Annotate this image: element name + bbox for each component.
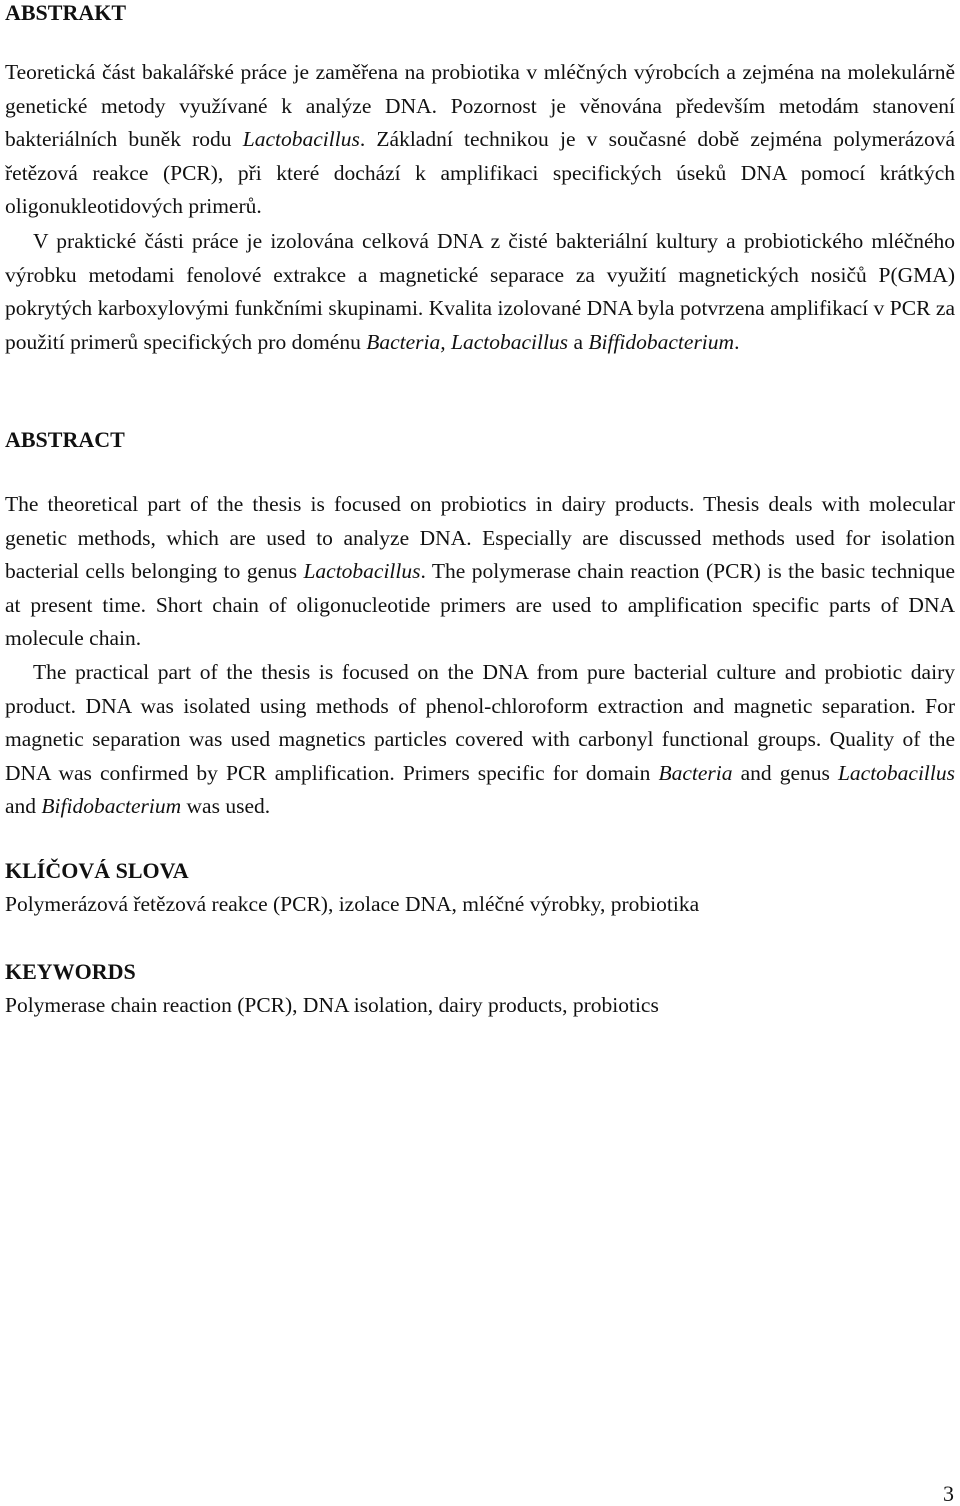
abstrakt-paragraph-2 <box>5 225 955 359</box>
abstrakt-p2-text-a: V praktické části práce je izolována celková DNA z čisté bakteriální kultury a probiotického mléčného výrobku metodami fenolové extrakce a magnetické separace za využití magnetických nosičů P(GMA) pokrytých karboxylovými funkčními skupinami. Kvalita izolované DNA byla potvrzena amplifikací v PCR za použití primerů specifických pro doménu <box>5 229 955 354</box>
abstrakt-paragraph-1 <box>5 56 955 224</box>
abstrakt-p2-text-c: . <box>734 329 740 354</box>
abstract-p2-text-a: The practical part of the thesis is focused on the DNA from pure bacterial culture and probiotic dairy product. DNA was isolated using methods of phenol-chloroform extraction and magnetic separation. For magnetic separation was used magnetics particles covered with carbonyl functional groups. Quality of the DNA was confirmed by PCR amplification. Primers specific for domain <box>5 660 955 785</box>
abstract-p2-domain: Bacteria <box>658 760 733 785</box>
abstract-p2-text-b: and genus <box>732 760 838 785</box>
abstract-p1-text-a: The theoretical part of the thesis is focused on probiotics in dairy products. Thesis deals with molecular genetic methods, which are used to analyze DNA. Especially are discussed methods used for isolation bacterial cells belonging to genus <box>5 492 955 583</box>
abstract-heading: ABSTRACT <box>5 427 125 452</box>
page-number: 3 <box>943 1481 954 1506</box>
abstrakt-p2-taxa: Bacteria, Lactobacillus <box>366 329 569 354</box>
abstrakt-p2-taxon: Biffidobacterium <box>588 329 735 354</box>
abstract-p2-text-c: and <box>5 794 42 818</box>
abstrakt-p2-text-b: a <box>568 329 589 354</box>
abstract-paragraph-1 <box>5 488 955 656</box>
abstract-p2-text-d: was used. <box>181 794 271 818</box>
abstract-paragraph-2 <box>5 656 955 824</box>
keywords-heading: KEYWORDS <box>5 959 136 984</box>
abstract-p2-genus2: Bifidobacterium <box>41 794 182 818</box>
abstrakt-p1-text-b: . Základní technikou je v současné době zejména polymerázová řetězová reakce (PCR), při které dochází k amplifikaci specifických úseků DNA pomocí krátkých oligonukleotidových primerů. <box>5 127 956 218</box>
abstract-p1-text-b: . The polymerase chain reaction (PCR) is the basic technique at present time. Short chain of oligonucleotide primers are used to amplification specific parts of DNA molecule chain. <box>5 559 955 650</box>
klicova-slova-heading: KLÍČOVÁ SLOVA <box>5 858 189 883</box>
abstrakt-p1-genus: Lactobacillus <box>242 127 360 151</box>
keywords-text: Polymerase chain reaction (PCR), DNA isolation, dairy products, probiotics <box>5 993 659 1017</box>
abstrakt-p1-text-a: Teoretická část bakalářské práce je zaměřena na probiotika v mléčných výrobcích a zejména na molekulárně genetické metody využívané k analýze DNA. Pozornost je věnována především metodám stanovení bakteriálních buněk rodu <box>5 60 955 151</box>
abstract-p2-genus: Lactobacillus <box>837 760 955 785</box>
klicova-slova-text: Polymerázová řetězová reakce (PCR), izolace DNA, mléčné výrobky, probiotika <box>5 892 700 916</box>
abstract-p1-genus: Lactobacillus <box>303 559 421 583</box>
abstrakt-heading: ABSTRAKT <box>5 0 127 25</box>
